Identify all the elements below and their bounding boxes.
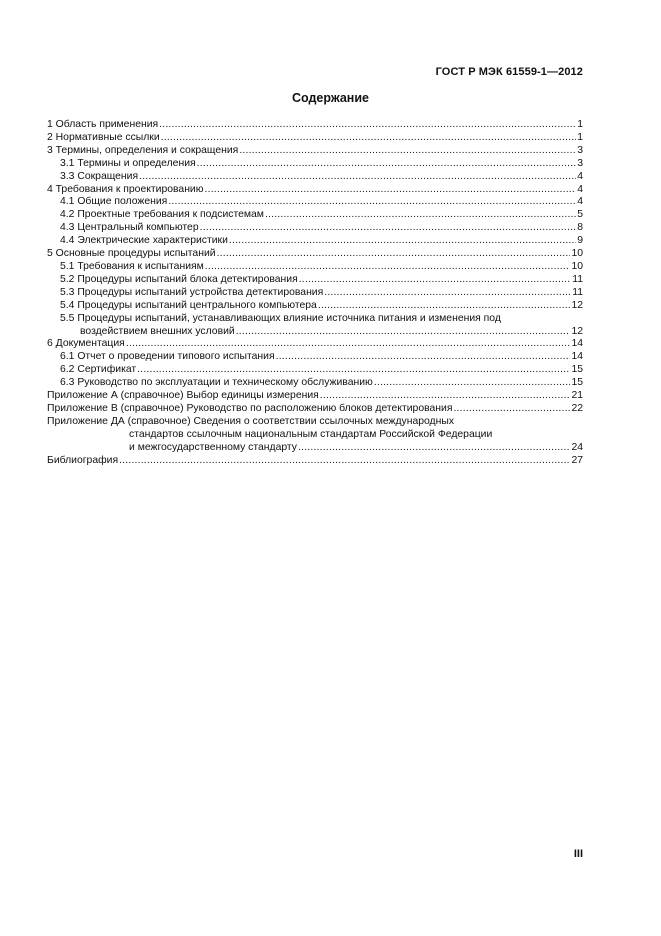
toc-leader [318, 300, 571, 313]
toc-entry-text: 2 Нормативные ссылки [47, 131, 160, 143]
toc-leader [205, 261, 571, 274]
toc-entry-3[interactable] [47, 145, 583, 158]
table-of-contents [47, 119, 583, 467]
toc-entry-text: 3.1 Термины и определения [60, 157, 196, 169]
toc-leader [139, 171, 576, 184]
toc-entry-text: 4.2 Проектные требования к подсистемам [60, 209, 264, 221]
toc-leader [161, 132, 577, 145]
toc-entry-4-4[interactable] [47, 235, 583, 248]
toc-leader [374, 377, 571, 390]
toc-page-number: 1 [577, 131, 583, 143]
toc-leader [299, 274, 572, 287]
toc-entry-text: 6 Документация [47, 338, 125, 350]
toc-entry-5[interactable] [47, 248, 583, 261]
toc-entry-text: 4 Требования к проектированию [47, 183, 204, 195]
toc-entry-text: и межгосударственному стандарту [129, 441, 298, 453]
toc-leader [119, 455, 570, 468]
toc-page-number: 14 [571, 351, 583, 363]
toc-entry-appendix-da[interactable] [47, 442, 583, 455]
toc-page-number: 21 [571, 390, 583, 402]
toc-leader [168, 196, 576, 209]
toc-entry-text: 6.1 Отчет о проведении типового испытания [60, 351, 275, 363]
toc-page-number: 22 [571, 402, 583, 414]
toc-entry-bibliography[interactable] [47, 455, 583, 468]
toc-page-number: 5 [577, 209, 583, 221]
toc-leader [265, 209, 576, 222]
toc-entry-text: 6.2 Сертификат [60, 364, 137, 376]
toc-leader [320, 390, 571, 403]
toc-entry-text: 3.3 Сокращения [60, 170, 139, 182]
toc-leader [197, 158, 577, 171]
toc-page-number: 4 [577, 183, 583, 195]
toc-page-number: 3 [577, 157, 583, 169]
toc-leader [298, 442, 570, 455]
toc-page-number: 27 [571, 454, 583, 466]
toc-page-number: 11 [572, 286, 583, 298]
toc-leader [229, 235, 576, 248]
toc-entry-5-5[interactable] [47, 326, 583, 339]
toc-page-number: 10 [571, 248, 583, 260]
toc-entry-6-2[interactable] [47, 364, 583, 377]
toc-page-number: 4 [577, 196, 583, 208]
toc-entry-4-2[interactable] [47, 209, 583, 222]
toc-page-number: 4 [577, 170, 583, 182]
toc-entry-1[interactable] [47, 119, 583, 132]
toc-leader [324, 287, 571, 300]
toc-entry-5-1[interactable] [47, 261, 583, 274]
toc-page-number: 10 [571, 260, 583, 272]
toc-entry-text: Приложение А (справочное) Выбор единицы измерения [47, 390, 319, 402]
toc-leader [239, 145, 576, 158]
toc-entry-2[interactable] [47, 132, 583, 145]
toc-entry-text: 5.4 Процедуры испытаний центрального компьютера [60, 299, 317, 311]
toc-entry-5-4[interactable] [47, 300, 583, 313]
toc-entry-text: 5.2 Процедуры испытаний блока детектирования [60, 273, 298, 285]
toc-page-number: 3 [577, 144, 583, 156]
toc-entry-text: 4.1 Общие положения [60, 196, 168, 208]
toc-page-number: 11 [572, 273, 583, 285]
toc-entry-text: Библиография [47, 454, 119, 466]
toc-page-number: 15 [571, 364, 583, 376]
toc-page-number: 15 [571, 377, 583, 389]
toc-entry-appendix-b[interactable] [47, 403, 583, 416]
toc-leader [453, 403, 570, 416]
toc-leader [205, 184, 577, 197]
toc-page-number: 9 [577, 235, 583, 247]
toc-leader [236, 326, 571, 339]
toc-entry-3-1[interactable] [47, 158, 583, 171]
toc-page-number: 12 [571, 299, 583, 311]
toc-entry-appendix-da-line1[interactable]: Приложение ДА (справочное) Сведения о соответствии ссылочных международных [47, 415, 455, 427]
toc-entry-6-3[interactable] [47, 377, 583, 390]
standard-code: ГОСТ Р МЭК 61559-1—2012 [435, 66, 583, 78]
toc-entry-6-1[interactable] [47, 351, 583, 364]
toc-leader [276, 351, 571, 364]
toc-leader [200, 222, 577, 235]
toc-entry-5-3[interactable] [47, 287, 583, 300]
toc-entry-5-2[interactable] [47, 274, 583, 287]
toc-entry-text: 4.3 Центральный компьютер [60, 222, 199, 234]
page-number: III [573, 848, 583, 860]
toc-entry-appendix-a[interactable] [47, 390, 583, 403]
toc-page-number: 12 [571, 325, 583, 337]
toc-entry-4-1[interactable] [47, 196, 583, 209]
toc-leader [217, 248, 571, 261]
page-title: Содержание [291, 91, 369, 105]
toc-entry-text: 4.4 Электрические характеристики [60, 235, 228, 247]
toc-entry-text: 1 Область применения [47, 119, 159, 130]
toc-entry-4-3[interactable] [47, 222, 583, 235]
toc-entry-text: 5.3 Процедуры испытаний устройства детектирования [60, 286, 324, 298]
toc-entry-4[interactable] [47, 184, 583, 197]
toc-leader [126, 338, 571, 351]
toc-entry-text: Приложение В (справочное) Руководство по расположению блоков детектирования [47, 402, 453, 414]
toc-entry-appendix-da-line2[interactable]: стандартов ссылочным национальным стандартам Российской Федерации [129, 428, 493, 440]
toc-page-number: 1 [577, 119, 583, 130]
toc-page-number: 14 [571, 338, 583, 350]
toc-page-number: 24 [571, 441, 583, 453]
toc-entry-6[interactable] [47, 338, 583, 351]
toc-leader [137, 364, 570, 377]
toc-leader [159, 119, 576, 132]
toc-entry-text: 5 Основные процедуры испытаний [47, 248, 216, 260]
toc-entry-text: 5.1 Требования к испытаниям [60, 260, 204, 272]
toc-entry-text: 6.3 Руководство по эксплуатации и техническому обслуживанию [60, 377, 373, 389]
toc-entry-5-5-line1[interactable]: 5.5 Процедуры испытаний, устанавливающих влияние источника питания и изменения под [60, 312, 501, 324]
toc-page-number: 8 [577, 222, 583, 234]
toc-entry-text: 3 Термины, определения и сокращения [47, 144, 239, 156]
toc-entry-3-3[interactable] [47, 171, 583, 184]
toc-entry-text: воздействием внешних условий [80, 325, 235, 337]
